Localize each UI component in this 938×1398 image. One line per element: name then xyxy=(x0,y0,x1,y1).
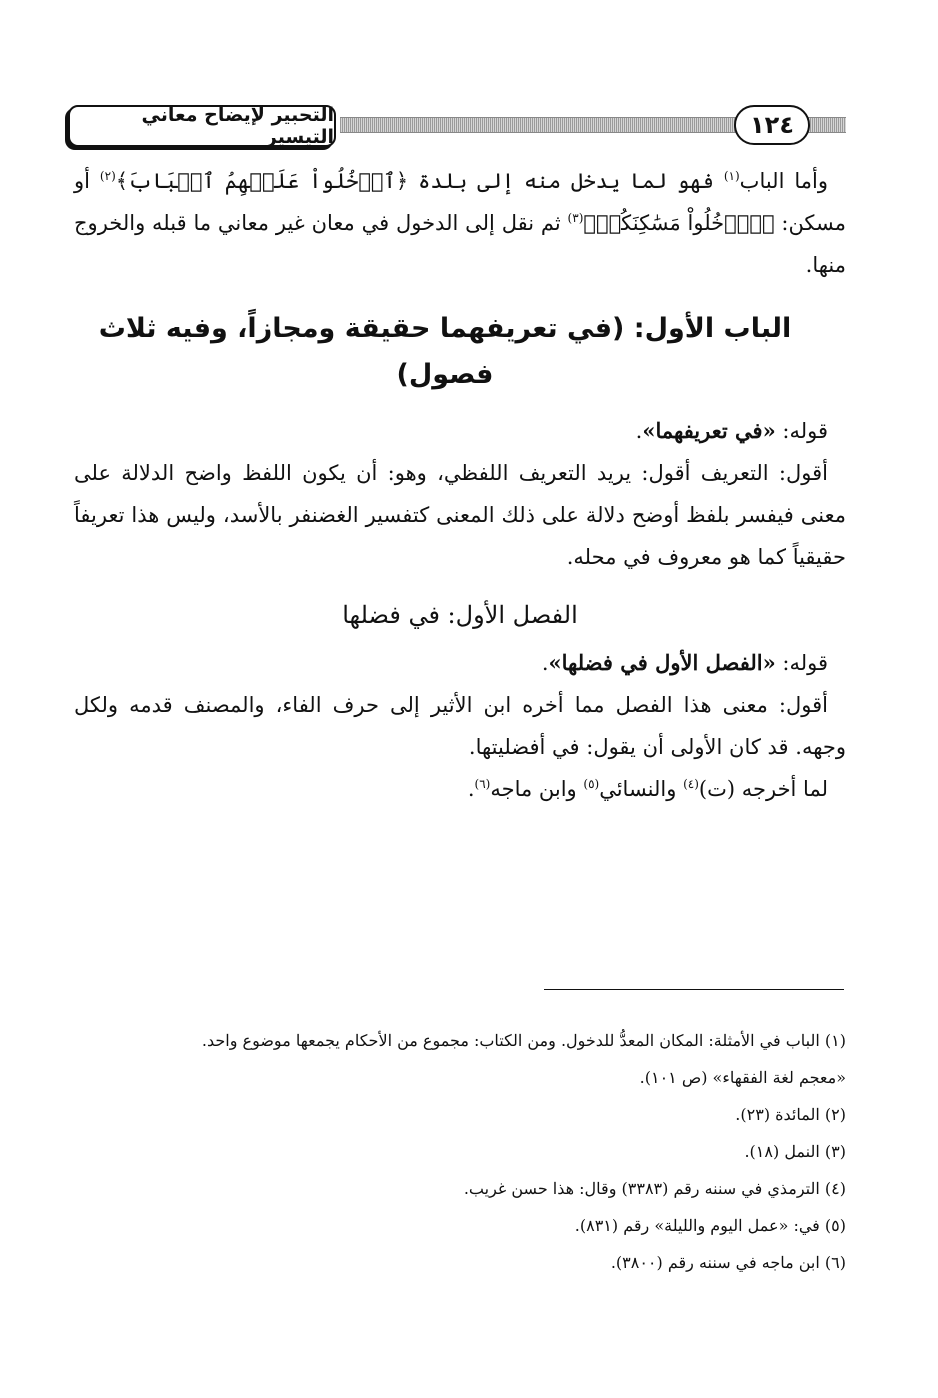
footnote-ref-1: (١) xyxy=(723,169,740,183)
chapter-title: الباب الأول: (في تعريفهما حقيقة ومجازاً، وفيه ثلاث فصول) xyxy=(98,313,792,390)
running-header xyxy=(62,102,846,152)
book-title: التحبير لإيضاح معاني التيسير xyxy=(68,105,336,147)
intro-text-1: وأما الباب xyxy=(739,169,828,193)
sources-text-4: . xyxy=(467,777,475,801)
intro-text-2: فهو لما يدخل منه إلى بلدة ﴿ٱدۡخُلُواْ عَلَيۡهِمُ ٱلۡبَابَ﴾ xyxy=(115,169,724,193)
qawluh-quote: «الفصل الأول في فضلها» xyxy=(548,650,776,675)
qawluh-suffix: . xyxy=(541,651,549,675)
qawluh-quote: «في تعريفهما» xyxy=(642,418,776,443)
page-number: ١٢٤ xyxy=(734,105,810,145)
main-text xyxy=(74,160,846,810)
qawluh-suffix: . xyxy=(635,419,643,443)
qawluh-line-1 xyxy=(74,410,846,452)
definition-paragraph: أقول: التعريف أقول: يريد التعريف اللفظي، وهو: أن يكون اللفظ واضح الدلالة على معنى فيفسر بلفظ أوضح دلالة على ذلك المعنى كتفسير الغضنفر بالأسد، وليس هذا تعريفاً حقيقياً كما هو معروف في محله. xyxy=(74,461,846,569)
footnote-ref-2: (٢) xyxy=(99,169,116,183)
sources-text-3: وابن ماجه xyxy=(490,777,584,801)
footnote-1-continuation: «معجم لغة الفقهاء» (ص ١٠١). xyxy=(639,1068,846,1087)
fasl-paragraph: أقول: معنى هذا الفصل مما أخره ابن الأثير إلى حرف الفاء، والمصنف قدمه ولكل وجهه. قد كان الأولى أن يقول: في أفضليتها. xyxy=(74,693,846,759)
footnote-2: (٢) المائدة (٢٣). xyxy=(735,1105,846,1124)
footnote-separator xyxy=(544,989,844,990)
sources-text-2: والنسائي xyxy=(599,777,684,801)
intro-text-3: أو مسكن: ﴿ٱدۡخُلُواْ مَسَٰكِنَكُمۡ﴾ xyxy=(74,169,847,235)
qawluh-line-2 xyxy=(74,642,846,684)
footnotes xyxy=(74,1022,846,1281)
intro-text-4: ثم نقل إلى الدخول في معان غير معاني ما قبله والخروج منها. xyxy=(74,211,846,277)
footnote-ref-6: (٦) xyxy=(474,777,491,791)
header-ornament-band-end xyxy=(804,117,846,133)
section-title: الفصل الأول: في فضلها xyxy=(342,601,578,629)
footnote-ref-5: (٥) xyxy=(583,777,600,791)
footnote-5: (٥) في: «عمل اليوم والليلة» رقم (٨٣١). xyxy=(574,1216,846,1235)
footnote-1: (١) الباب في الأمثلة: المكان المعدُّ للدخول. ومن الكتاب: مجموع من الأحكام يجمعها موضوع واحد. xyxy=(201,1031,846,1050)
footnote-ref-4: (٤) xyxy=(683,777,699,791)
header-ornament-band xyxy=(340,117,746,133)
intro-paragraph xyxy=(74,160,846,286)
footnote-6: (٦) ابن ماجه في سننه رقم (٣٨٠٠). xyxy=(610,1253,846,1272)
footnote-4: (٤) الترمذي في سننه رقم (٣٣٨٣) وقال: هذا حسن غريب. xyxy=(463,1179,846,1198)
footnote-3: (٣) النمل (١٨). xyxy=(744,1142,846,1161)
sources-text-1: لما أخرجه (ت) xyxy=(698,777,828,801)
qawluh-prefix: قوله: xyxy=(775,419,828,443)
hadith-sources-line xyxy=(74,768,846,810)
qawluh-prefix: قوله: xyxy=(775,651,828,675)
footnote-ref-3: (٣) xyxy=(567,211,584,225)
